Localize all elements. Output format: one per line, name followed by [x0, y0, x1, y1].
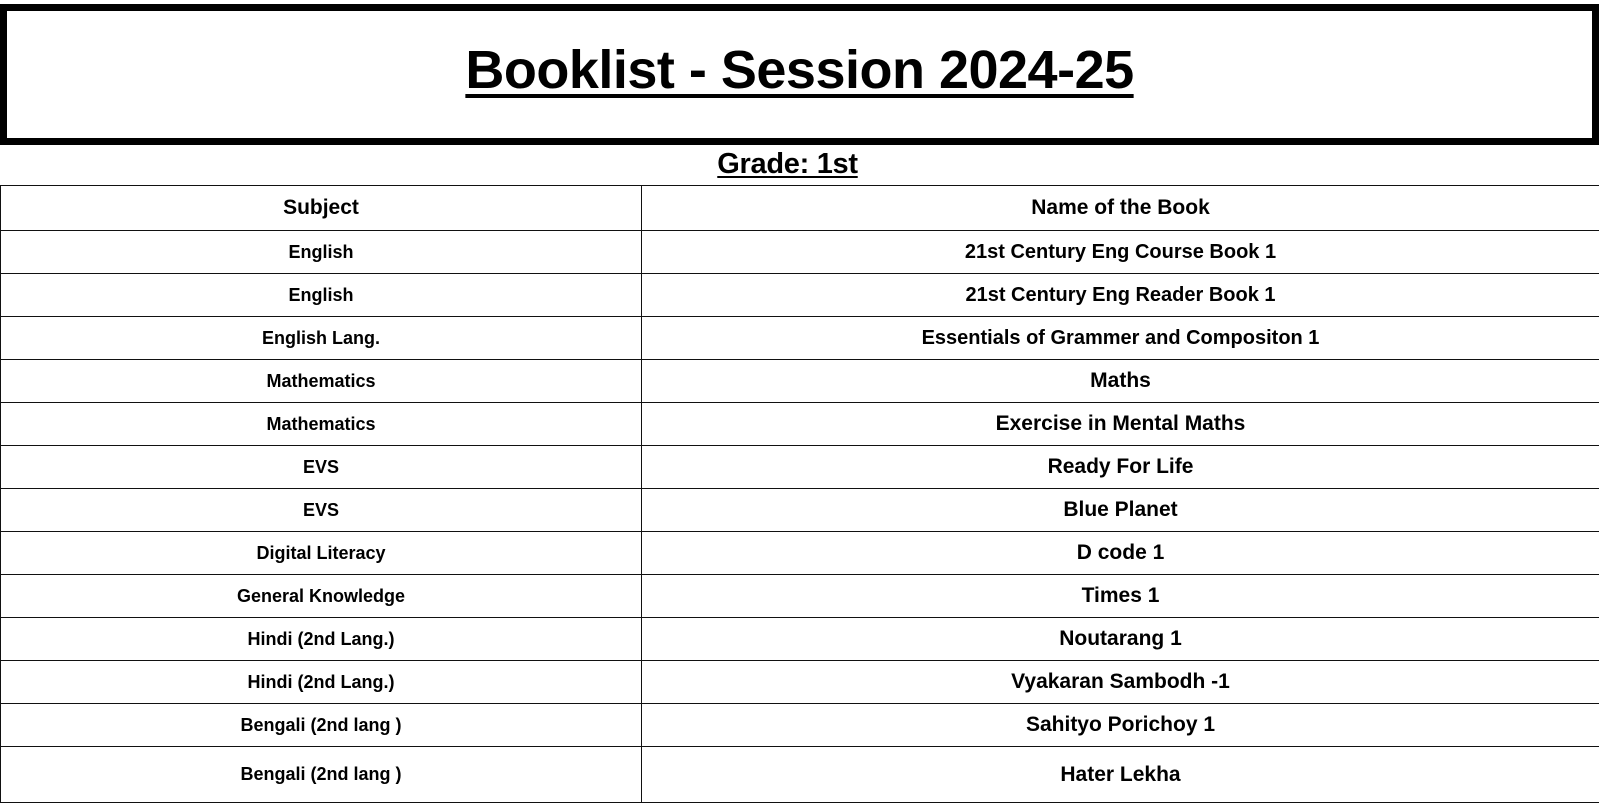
table-row [1, 403, 1599, 446]
table-row [1, 360, 1599, 403]
book-cell: D code 1 [642, 532, 1599, 575]
subject-cell: English [1, 274, 642, 317]
column-header-subject: Subject [1, 186, 642, 231]
subject-cell: Bengali (2nd lang ) [1, 747, 642, 803]
table-row [1, 704, 1599, 747]
subject-cell: Digital Literacy [1, 532, 642, 575]
grade-label: Grade: 1st [717, 148, 858, 180]
table-header-row [1, 186, 1599, 231]
booklist-table [0, 185, 1599, 803]
table-row [1, 231, 1599, 274]
subject-cell: English [1, 231, 642, 274]
book-cell: Essentials of Grammer and Compositon 1 [642, 317, 1599, 360]
book-cell: Hater Lekha [642, 747, 1599, 803]
subject-cell: Hindi (2nd Lang.) [1, 618, 642, 661]
book-cell: Maths [642, 360, 1599, 403]
column-header-book: Name of the Book [642, 186, 1599, 231]
book-cell: 21st Century Eng Course Book 1 [642, 231, 1599, 274]
book-cell: 21st Century Eng Reader Book 1 [642, 274, 1599, 317]
subject-cell: English Lang. [1, 317, 642, 360]
table-row [1, 575, 1599, 618]
subject-cell: EVS [1, 446, 642, 489]
book-cell: Blue Planet [642, 489, 1599, 532]
table-row [1, 661, 1599, 704]
book-cell: Exercise in Mental Maths [642, 403, 1599, 446]
table-row [1, 747, 1599, 803]
book-cell: Noutarang 1 [642, 618, 1599, 661]
page-title: Booklist - Session 2024-25 [465, 39, 1134, 100]
table-row [1, 317, 1599, 360]
subject-cell: General Knowledge [1, 575, 642, 618]
book-cell: Times 1 [642, 575, 1599, 618]
subject-cell: Bengali (2nd lang ) [1, 704, 642, 747]
subject-cell: Hindi (2nd Lang.) [1, 661, 642, 704]
subject-cell: Mathematics [1, 403, 642, 446]
table-row [1, 618, 1599, 661]
book-cell: Vyakaran Sambodh -1 [642, 661, 1599, 704]
table-row [1, 489, 1599, 532]
title-box [0, 4, 1599, 145]
book-cell: Sahityo Porichoy 1 [642, 704, 1599, 747]
subject-cell: EVS [1, 489, 642, 532]
book-cell: Ready For Life [642, 446, 1599, 489]
table-row [1, 274, 1599, 317]
table-row [1, 446, 1599, 489]
subject-cell: Mathematics [1, 360, 642, 403]
table-row [1, 532, 1599, 575]
